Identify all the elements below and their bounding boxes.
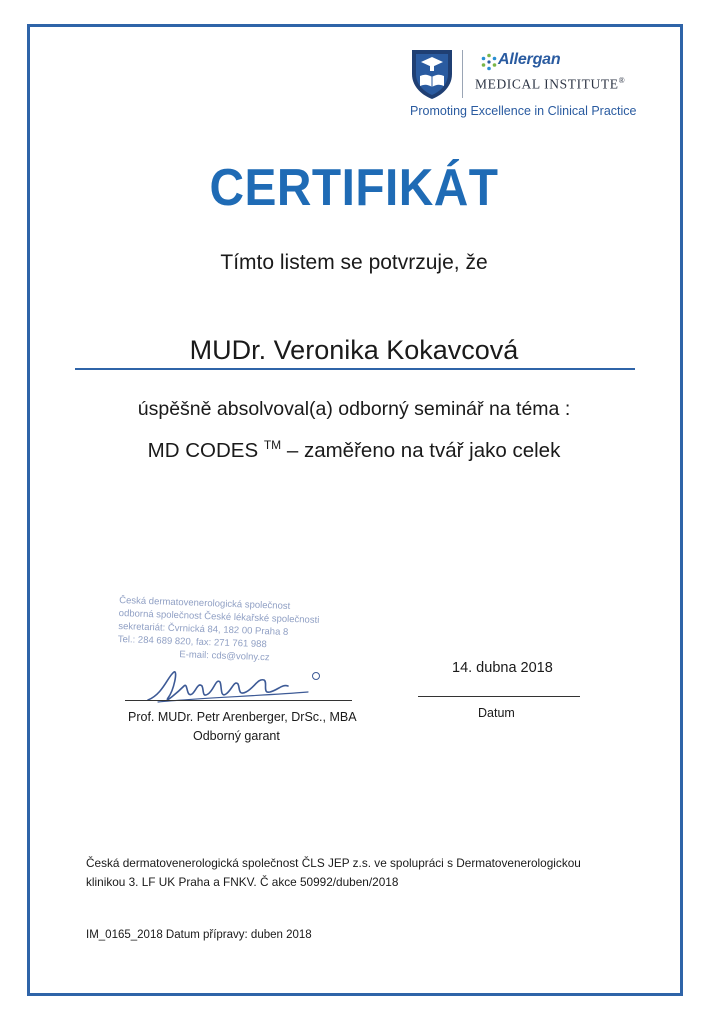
topic-name: MD CODES — [147, 438, 259, 462]
allergan-logo — [410, 48, 655, 128]
stamp-line: sekretariát: Čvrnická 84, 182 00 Praha 8 — [118, 620, 289, 638]
brand-tagline: Promoting Excellence in Clinical Practice — [410, 104, 637, 118]
institute-name: MEDICAL INSTITUTE® — [475, 76, 626, 92]
shield-crest-icon — [410, 48, 454, 100]
document-code: IM_0165_2018 Datum přípravy: duben 2018 — [86, 929, 312, 941]
signature-line — [125, 700, 352, 701]
certificate-intro: Tímto listem se potvrzuje, že — [220, 251, 488, 274]
stamp-line: Česká dermatovenerologická společnost — [119, 595, 291, 612]
trademark-symbol: TM — [263, 438, 282, 452]
footer-event-line: klinikou 3. LF UK Praha a FNKV. Č akce 50992/duben/2018 — [86, 875, 399, 889]
recipient-underline — [75, 368, 635, 370]
guarantor-signature — [138, 664, 338, 708]
seminar-topic — [0, 438, 708, 463]
stamp-line: E-mail: cds@volny.cz — [179, 649, 270, 664]
stamp-line: odborná společnost České lékařské společnosti — [118, 608, 320, 626]
guarantor-role: Odborný garant — [193, 729, 280, 743]
guarantor-name: Prof. MUDr. Petr Arenberger, DrSc., MBA — [128, 710, 357, 724]
completion-statement: úspěšně absolvoval(a) odborný seminář na téma : — [137, 398, 571, 420]
certificate-title: CERTIFIKÁT — [209, 159, 499, 217]
stamp-line: Tel.: 284 689 820, fax: 271 761 988 — [117, 633, 267, 651]
topic-description: – zaměřeno na tvář jako celek — [286, 438, 561, 462]
footer-organizer-line: Česká dermatovenerologická společnost ČLS JEP z.s. ve spolupráci s Dermatovenerologickou — [86, 856, 581, 870]
date-line — [418, 696, 580, 697]
allergan-dots-icon — [480, 53, 498, 71]
date-label: Datum — [478, 706, 515, 720]
issue-date: 14. dubna 2018 — [452, 660, 553, 676]
logo-divider — [462, 50, 463, 98]
brand-name: Allergan — [498, 51, 561, 68]
recipient-name: MUDr. Veronika Kokavcová — [189, 335, 519, 365]
